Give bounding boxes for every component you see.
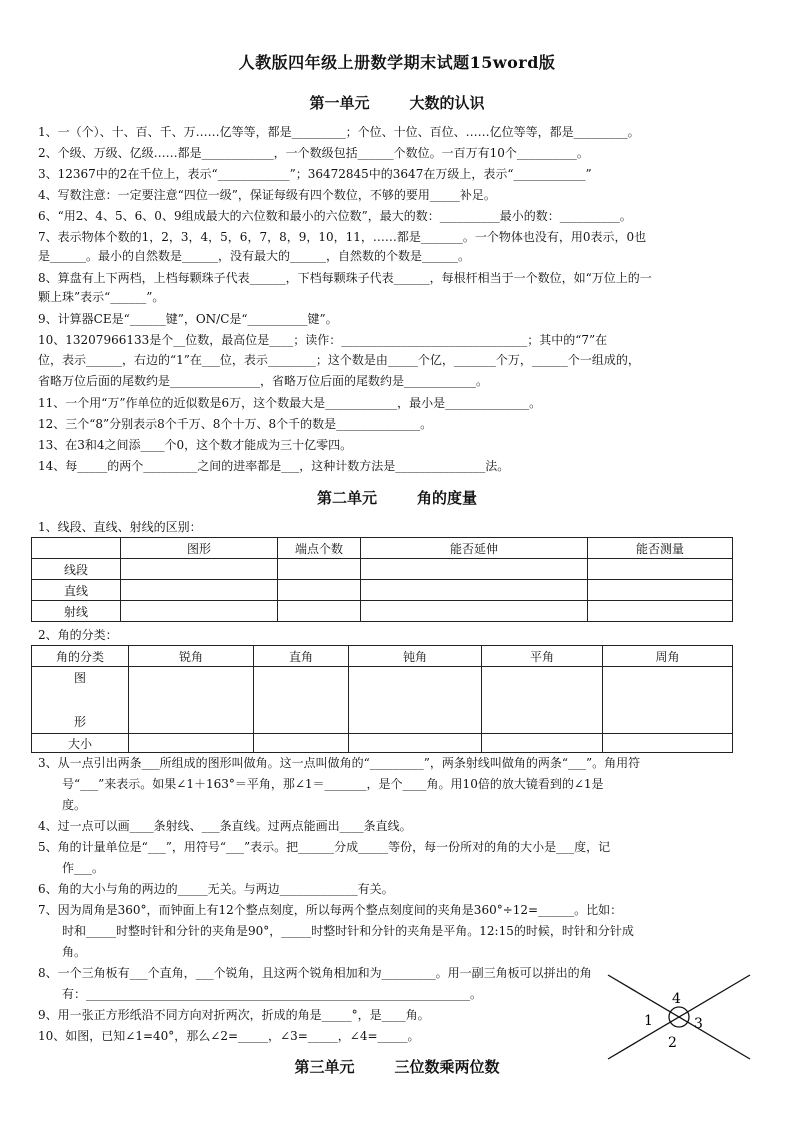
row-label: 直线 (32, 580, 121, 601)
u1-line-12: 12、三个“8”分别表示8个千万、8个十万、8个千的数是______________。 (38, 417, 433, 431)
table-row (32, 538, 733, 559)
unit2-name: 角的度量 (417, 489, 478, 507)
table-cell[interactable] (129, 734, 254, 753)
unit3-name: 三位数乘两位数 (394, 1058, 500, 1076)
figure-label-2: 2 (668, 1035, 677, 1051)
angle-types-table (31, 645, 733, 753)
unit3-heading (0, 1056, 794, 1077)
unit1-heading (0, 92, 794, 113)
unit3-number: 第三单元 (294, 1058, 355, 1076)
u2-line-4: 4、过一点可以画____条射线、___条直线。过两点能画出____条直线。 (38, 819, 412, 833)
u2-line-10: 10、如图，已知∠1=40°，那么∠2=_____，∠3=_____，∠4=_____。 (38, 1029, 420, 1043)
u1-line-13: 13、在3和4之间添____个0，这个数才能成为三十亿零四。 (38, 438, 353, 452)
u2-q2-label: 2、角的分类： (38, 628, 118, 642)
table-cell[interactable] (603, 667, 733, 734)
figure-label-3: 3 (694, 1016, 703, 1032)
unit2-heading (0, 487, 794, 508)
u1-line-10c: 省略万位后面的尾数约是_______________，省略万位后面的尾数约是____________。 (38, 374, 489, 388)
table-row (32, 580, 733, 601)
unit2-number: 第二单元 (316, 489, 377, 507)
u1-line-6: 6、“用2、4、5、6、0、9组成最大的六位数和最小的六位数”，最大的数：__________最小的数：__________。 (38, 209, 632, 223)
u1-line-8a: 8、算盘有上下两档，上档每颗珠子代表______，下档每颗珠子代表______，每根杆相当于一个数位，如“万位上的一 (38, 271, 652, 285)
table-row (32, 667, 733, 734)
table-header-cell: 角的分类 (32, 646, 129, 667)
u2-line-3c: 度。 (62, 798, 87, 812)
u1-line-10b: 位，表示______，右边的“1”在___位，表示________；这个数是由_____个亿，_______个万，______个一组成的， (38, 353, 640, 367)
table-header-cell: 端点个数 (278, 538, 361, 559)
row-label: 大小 (32, 734, 129, 753)
u1-line-10a: 10、13207966133是个__位数，最高位是____；读作：_______________________________；其中的“7”在 (38, 333, 608, 347)
u2-line-5b: 作___。 (62, 861, 105, 875)
table-cell[interactable] (121, 580, 278, 601)
figure-char-2: 形 (73, 715, 86, 729)
table-cell[interactable] (482, 734, 603, 753)
u2-line-3a: 3、从一点引出两条___所组成的图形叫做角。这一点叫做角的“_________”，两条射线叫做角的两条“___”。角用符 (38, 756, 641, 770)
table-header-cell: 能否测量 (588, 538, 733, 559)
u2-line-8a: 8、一个三角板有___个直角，___个锐角，且这两个锐角相加和为_________。用一副三角板可以拼出的角 (38, 966, 592, 980)
u2-line-5a: 5、角的计量单位是“___”，用符号“___”表示。把______分成_____等份，每一份所对的角的大小是___度，记 (38, 840, 611, 854)
table-header-cell: 钝角 (349, 646, 482, 667)
u1-line-14: 14、每_____的两个_________之间的进率都是___，这种计数方法是_______________法。 (38, 459, 510, 473)
table-header-cell: 平角 (482, 646, 603, 667)
table-header-cell: 图形 (121, 538, 278, 559)
table-cell[interactable] (278, 559, 361, 580)
u2-line-7a: 7、因为周角是360°，而钟面上有12个整点刻度，所以每两个整点刻度间的夹角是360°÷12=______。比如： (38, 903, 623, 917)
table-cell[interactable] (129, 667, 254, 734)
u1-line-3: 3、12367中的2在千位上，表示“____________”；36472845中的3647在万级上，表示“____________” (38, 167, 592, 181)
table-cell[interactable] (278, 580, 361, 601)
table-cell[interactable] (588, 580, 733, 601)
table-cell[interactable] (588, 559, 733, 580)
intersecting-lines-figure (600, 973, 760, 1063)
u2-line-9: 9、用一张正方形纸沿不同方向对折两次，折成的角是_____°，是____角。 (38, 1008, 430, 1022)
table-header-cell: 能否延伸 (361, 538, 588, 559)
row-label: 线段 (32, 559, 121, 580)
table-cell[interactable] (361, 601, 588, 622)
u2-line-7c: 角。 (62, 945, 87, 959)
figure-label-1: 1 (644, 1013, 653, 1029)
unit1-number: 第一单元 (309, 94, 370, 112)
u1-line-4: 4、写数注意：一定要注意“四位一级”，保证每级有四个数位，不够的要用_____补足。 (38, 188, 496, 202)
u2-line-6: 6、角的大小与角的两边的_____无关。与两边_____________有关。 (38, 882, 394, 896)
u1-line-1: 1、一（个）、十、百、千、万……亿等等，都是_________；个位、十位、百位、……亿位等等，都是_________。 (38, 125, 640, 139)
u1-line-11: 11、一个用“万”作单位的近似数是6万，这个数最大是____________，最小是______________。 (38, 396, 542, 410)
table-cell[interactable] (588, 601, 733, 622)
table-row (32, 559, 733, 580)
u1-line-9: 9、计算器CE是“______键”，ON/C是“__________键”。 (38, 312, 338, 326)
table-header-cell: 周角 (603, 646, 733, 667)
u1-line-7a: 7、表示物体个数的1，2，3，4，5，6，7，8，9，10，11，……都是_______。一个物体也没有，用0表示，0也 (38, 230, 647, 244)
table-header-cell: 锐角 (129, 646, 254, 667)
u1-line-2: 2、个级、万级、亿级……都是____________，一个数级包括______个数位。一百万有10个__________。 (38, 146, 589, 160)
line-types-table (31, 537, 733, 622)
table-row (32, 734, 733, 753)
table-cell[interactable] (121, 559, 278, 580)
table-cell[interactable] (482, 667, 603, 734)
table-header-cell (32, 538, 121, 559)
table-header-cell: 直角 (254, 646, 349, 667)
figure-char-1: 图 (73, 671, 86, 685)
table-cell[interactable] (278, 601, 361, 622)
table-cell[interactable] (349, 734, 482, 753)
u2-line-8b: 有：________________________________________________________________。 (62, 987, 483, 1001)
table-cell[interactable] (254, 734, 349, 753)
unit1-name: 大数的认识 (409, 94, 485, 112)
table-cell[interactable] (254, 667, 349, 734)
table-row (32, 601, 733, 622)
table-cell[interactable] (603, 734, 733, 753)
table-cell[interactable] (121, 601, 278, 622)
row-label-figure (32, 667, 129, 734)
row-label: 射线 (32, 601, 121, 622)
table-row (32, 646, 733, 667)
table-cell[interactable] (361, 580, 588, 601)
figure-label-4: 4 (672, 991, 681, 1007)
u2-q1-label: 1、线段、直线、射线的区别： (38, 520, 202, 534)
page-title: 人教版四年级上册数学期末试题15word版 (238, 53, 556, 72)
table-cell[interactable] (349, 667, 482, 734)
u2-line-3b: 号“___”来表示。如果∠1＋163°＝平角，那∠1＝_______，是个____角。用10倍的放大镜看到的∠1是 (62, 777, 604, 791)
u2-line-7b: 时和_____时整时针和分针的夹角是90°，_____时整时针和分针的夹角是平角。12:15的时候，时针和分针成 (62, 924, 634, 938)
u1-line-8b: 颗上珠”表示“______”。 (38, 290, 165, 304)
table-cell[interactable] (361, 559, 588, 580)
u1-line-7b: 是______。最小的自然数是______，没有最大的______，自然数的个数是______。 (38, 249, 471, 263)
